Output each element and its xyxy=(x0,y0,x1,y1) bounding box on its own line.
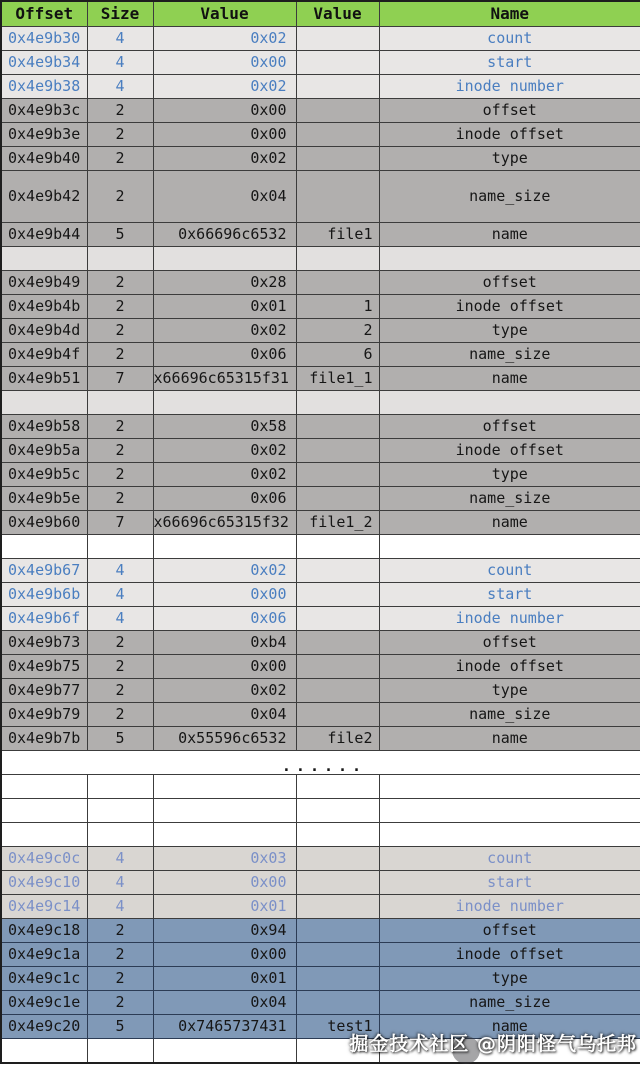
header-value: Value xyxy=(153,1,296,26)
cell-value: 0x28 xyxy=(153,270,296,294)
cell-size: 5 xyxy=(87,726,153,750)
cell-value2 xyxy=(296,98,379,122)
cell-value: 0x00 xyxy=(153,122,296,146)
cell-size: 5 xyxy=(87,222,153,246)
cell-value2 xyxy=(296,74,379,98)
cell-size: 4 xyxy=(87,894,153,918)
table-row xyxy=(1,654,640,678)
table-row xyxy=(1,222,640,246)
cell-offset: 0x4e9c20 xyxy=(1,1014,87,1038)
cell-value: 0x7465737431 xyxy=(153,1014,296,1038)
cell-offset: 0x4e9b73 xyxy=(1,630,87,654)
cell-name: inode offset xyxy=(379,294,640,318)
cell-value: 0x00 xyxy=(153,870,296,894)
table-row xyxy=(1,510,640,534)
cell-name: name_size xyxy=(379,342,640,366)
cell-name: start xyxy=(379,50,640,74)
table-row xyxy=(1,630,640,654)
header-row xyxy=(1,1,640,26)
cell-name: count xyxy=(379,26,640,50)
cell-value2 xyxy=(296,438,379,462)
cell-offset: 0x4e9b3e xyxy=(1,122,87,146)
cell-name: type xyxy=(379,146,640,170)
cell-value: 0x04 xyxy=(153,170,296,222)
table-row xyxy=(1,558,640,582)
cell-name: name xyxy=(379,726,640,750)
cell-name xyxy=(379,822,640,846)
table-row xyxy=(1,870,640,894)
cell-offset: 0x4e9b75 xyxy=(1,654,87,678)
cell-value2 xyxy=(296,678,379,702)
cell-name: offset xyxy=(379,918,640,942)
cell-value2 xyxy=(296,846,379,870)
header-size: Size xyxy=(87,1,153,26)
table-row xyxy=(1,702,640,726)
cell-name: name_size xyxy=(379,990,640,1014)
cell-size: 2 xyxy=(87,918,153,942)
cell-name: name_size xyxy=(379,486,640,510)
cell-name: name xyxy=(379,1014,640,1038)
cell-offset: 0x4e9c18 xyxy=(1,918,87,942)
cell-value: 0x02 xyxy=(153,318,296,342)
cell-offset: 0x4e9b7b xyxy=(1,726,87,750)
cell-value2 xyxy=(296,990,379,1014)
cell-name: name xyxy=(379,510,640,534)
cell-name: start xyxy=(379,582,640,606)
table-row xyxy=(1,98,640,122)
table-row xyxy=(1,918,640,942)
cell-value2 xyxy=(296,50,379,74)
header-offset: Offset xyxy=(1,1,87,26)
cell-value2 xyxy=(296,606,379,630)
cell-size: 2 xyxy=(87,342,153,366)
table-row xyxy=(1,990,640,1014)
cell-size xyxy=(87,822,153,846)
table-row xyxy=(1,822,640,846)
table-row xyxy=(1,846,640,870)
cell-offset: 0x4e9b4b xyxy=(1,294,87,318)
cell-size xyxy=(87,390,153,414)
cell-name: count xyxy=(379,558,640,582)
table-row xyxy=(1,270,640,294)
cell-offset: 0x4e9b51 xyxy=(1,366,87,390)
cell-name xyxy=(379,390,640,414)
table-row xyxy=(1,414,640,438)
table-row xyxy=(1,50,640,74)
cell-value: 0x02 xyxy=(153,74,296,98)
cell-value2 xyxy=(296,270,379,294)
cell-offset: 0x4e9c1a xyxy=(1,942,87,966)
cell-offset: 0x4e9b34 xyxy=(1,50,87,74)
cell-size: 2 xyxy=(87,654,153,678)
cell-offset: 0x4e9b40 xyxy=(1,146,87,170)
cell-size xyxy=(87,246,153,270)
table-row xyxy=(1,74,640,98)
cell-value xyxy=(153,774,296,798)
cell-offset xyxy=(1,822,87,846)
cell-offset: 0x4e9b49 xyxy=(1,270,87,294)
cell-name: offset xyxy=(379,98,640,122)
cell-offset: 0x4e9b44 xyxy=(1,222,87,246)
cell-value2: file1_2 xyxy=(296,510,379,534)
cell-offset: 0x4e9b6f xyxy=(1,606,87,630)
cell-value: 0x00 xyxy=(153,582,296,606)
cell-value2 xyxy=(296,462,379,486)
watermark-text: 掘金技术社区 @阴阳怪气乌托邦 xyxy=(349,1033,637,1055)
cell-value: 0x02 xyxy=(153,146,296,170)
table-row xyxy=(1,294,640,318)
cell-value2: 6 xyxy=(296,342,379,366)
cell-value: 0x02 xyxy=(153,558,296,582)
cell-size: 2 xyxy=(87,170,153,222)
table-row xyxy=(1,246,640,270)
cell-value2 xyxy=(296,534,379,558)
table-body xyxy=(1,26,640,1063)
cell-offset: 0x4e9c1e xyxy=(1,990,87,1014)
cell-size: 2 xyxy=(87,462,153,486)
table-row xyxy=(1,726,640,750)
cell-value: 0x03 xyxy=(153,846,296,870)
cell-offset: 0x4e9c0c xyxy=(1,846,87,870)
cell-offset: 0x4e9b77 xyxy=(1,678,87,702)
cell-size xyxy=(87,798,153,822)
cell-name: type xyxy=(379,462,640,486)
cell-value xyxy=(153,1038,296,1063)
cell-offset: 0x4e9b5a xyxy=(1,438,87,462)
cell-value: 0xb4 xyxy=(153,630,296,654)
cell-name: inode number xyxy=(379,894,640,918)
cell-size: 4 xyxy=(87,74,153,98)
cell-value: 0x01 xyxy=(153,294,296,318)
cell-size: 2 xyxy=(87,966,153,990)
cell-offset: 0x4e9b5e xyxy=(1,486,87,510)
cell-value: 0x06 xyxy=(153,606,296,630)
cell-value xyxy=(153,798,296,822)
cell-size: 4 xyxy=(87,582,153,606)
cell-name xyxy=(379,246,640,270)
cell-name: offset xyxy=(379,630,640,654)
cell-value2 xyxy=(296,26,379,50)
table-row xyxy=(1,366,640,390)
cell-size: 4 xyxy=(87,606,153,630)
table-row xyxy=(1,534,640,558)
cell-value xyxy=(153,390,296,414)
header-value2: Value xyxy=(296,1,379,26)
cell-size: 4 xyxy=(87,870,153,894)
cell-name: inode offset xyxy=(379,942,640,966)
cell-value2 xyxy=(296,122,379,146)
table-row xyxy=(1,966,640,990)
cell-size: 4 xyxy=(87,558,153,582)
cell-offset: 0x4e9b4d xyxy=(1,318,87,342)
cell-offset xyxy=(1,534,87,558)
cell-offset xyxy=(1,1038,87,1063)
cell-name: inode offset xyxy=(379,438,640,462)
cell-offset xyxy=(1,798,87,822)
cell-value: 0x00 xyxy=(153,654,296,678)
cell-value2 xyxy=(296,630,379,654)
cell-offset: 0x4e9b30 xyxy=(1,26,87,50)
cell-size: 2 xyxy=(87,438,153,462)
cell-value2 xyxy=(296,390,379,414)
cell-value2 xyxy=(296,966,379,990)
ellipsis-cell: ...... xyxy=(1,750,640,774)
cell-name: name xyxy=(379,366,640,390)
cell-value2: 1 xyxy=(296,294,379,318)
cell-name: type xyxy=(379,678,640,702)
cell-offset xyxy=(1,246,87,270)
cell-name: name_size xyxy=(379,170,640,222)
table-row xyxy=(1,390,640,414)
cell-value2: file1 xyxy=(296,222,379,246)
cell-value: 0x01 xyxy=(153,966,296,990)
cell-offset: 0x4e9c10 xyxy=(1,870,87,894)
cell-size: 2 xyxy=(87,702,153,726)
cell-name: start xyxy=(379,870,640,894)
cell-name: inode number xyxy=(379,606,640,630)
cell-offset: 0x4e9c14 xyxy=(1,894,87,918)
table-row xyxy=(1,750,640,774)
cell-value2 xyxy=(296,582,379,606)
cell-offset: 0x4e9b6b xyxy=(1,582,87,606)
cell-size: 4 xyxy=(87,846,153,870)
cell-value: 0x04 xyxy=(153,990,296,1014)
cell-value: 0x02 xyxy=(153,438,296,462)
cell-name: name_size xyxy=(379,702,640,726)
cell-value xyxy=(153,534,296,558)
cell-name: name xyxy=(379,222,640,246)
cell-value: 0x00 xyxy=(153,942,296,966)
cell-value: 0x94 xyxy=(153,918,296,942)
cell-size xyxy=(87,1038,153,1063)
cell-name: count xyxy=(379,846,640,870)
cell-size: 2 xyxy=(87,630,153,654)
cell-offset: 0x4e9b5c xyxy=(1,462,87,486)
table-row xyxy=(1,318,640,342)
cell-value: 0x00 xyxy=(153,98,296,122)
cell-offset: 0x4e9b67 xyxy=(1,558,87,582)
cell-value2 xyxy=(296,894,379,918)
cell-offset: 0x4e9b58 xyxy=(1,414,87,438)
cell-value2: file2 xyxy=(296,726,379,750)
cell-value2 xyxy=(296,146,379,170)
cell-value2 xyxy=(296,798,379,822)
cell-size: 2 xyxy=(87,678,153,702)
cell-value2 xyxy=(296,822,379,846)
cell-name xyxy=(379,534,640,558)
cell-size: 2 xyxy=(87,294,153,318)
table-row xyxy=(1,342,640,366)
cell-value: x66696c65315f32 xyxy=(153,510,296,534)
cell-value xyxy=(153,246,296,270)
cell-value2 xyxy=(296,414,379,438)
table-row xyxy=(1,894,640,918)
table-row xyxy=(1,438,640,462)
cell-size: 5 xyxy=(87,1014,153,1038)
cell-offset: 0x4e9b4f xyxy=(1,342,87,366)
table-row xyxy=(1,122,640,146)
cell-offset: 0x4e9b42 xyxy=(1,170,87,222)
cell-value: 0x02 xyxy=(153,462,296,486)
cell-value xyxy=(153,822,296,846)
cell-value: 0x58 xyxy=(153,414,296,438)
cell-size: 2 xyxy=(87,270,153,294)
table-row xyxy=(1,942,640,966)
table-row xyxy=(1,606,640,630)
cell-value2 xyxy=(296,654,379,678)
cell-offset: 0x4e9b38 xyxy=(1,74,87,98)
cell-name xyxy=(379,774,640,798)
cell-value2 xyxy=(296,246,379,270)
cell-value2: test1 xyxy=(296,1014,379,1038)
table-row xyxy=(1,146,640,170)
cell-size xyxy=(87,534,153,558)
cell-offset: 0x4e9b79 xyxy=(1,702,87,726)
cell-value2 xyxy=(296,918,379,942)
cell-name: inode offset xyxy=(379,654,640,678)
cell-size: 7 xyxy=(87,366,153,390)
cell-value2 xyxy=(296,170,379,222)
cell-value: 0x06 xyxy=(153,486,296,510)
table-row xyxy=(1,170,640,222)
cell-value2 xyxy=(296,486,379,510)
cell-name: offset xyxy=(379,270,640,294)
cell-size: 2 xyxy=(87,146,153,170)
header-name: Name xyxy=(379,1,640,26)
cell-name: inode offset xyxy=(379,122,640,146)
cell-offset: 0x4e9c1c xyxy=(1,966,87,990)
cell-value2 xyxy=(296,870,379,894)
cell-size: 2 xyxy=(87,318,153,342)
cell-value2 xyxy=(296,702,379,726)
cell-value: 0x01 xyxy=(153,894,296,918)
cell-value: 0x02 xyxy=(153,678,296,702)
cell-value2: file1_1 xyxy=(296,366,379,390)
cell-size: 2 xyxy=(87,942,153,966)
cell-name xyxy=(379,798,640,822)
cell-name: type xyxy=(379,318,640,342)
cell-size: 4 xyxy=(87,50,153,74)
cell-value: 0x02 xyxy=(153,26,296,50)
cell-offset xyxy=(1,390,87,414)
table-row xyxy=(1,582,640,606)
cell-value: x66696c65315f31 xyxy=(153,366,296,390)
table-row xyxy=(1,678,640,702)
cell-name: inode number xyxy=(379,74,640,98)
cell-offset: 0x4e9b60 xyxy=(1,510,87,534)
cell-size: 2 xyxy=(87,414,153,438)
cell-value: 0x00 xyxy=(153,50,296,74)
cell-name: type xyxy=(379,966,640,990)
cell-value2: 2 xyxy=(296,318,379,342)
cell-size: 2 xyxy=(87,98,153,122)
cell-value: 0x06 xyxy=(153,342,296,366)
cell-offset: 0x4e9b3c xyxy=(1,98,87,122)
cell-size: 2 xyxy=(87,990,153,1014)
cell-value2 xyxy=(296,774,379,798)
cell-offset xyxy=(1,774,87,798)
table-row xyxy=(1,462,640,486)
cell-value2 xyxy=(296,558,379,582)
table-row xyxy=(1,774,640,798)
cell-value: 0x66696c6532 xyxy=(153,222,296,246)
cell-size xyxy=(87,774,153,798)
cell-value: 0x55596c6532 xyxy=(153,726,296,750)
cell-size: 2 xyxy=(87,486,153,510)
table-row xyxy=(1,26,640,50)
cell-name: offset xyxy=(379,414,640,438)
cell-value2 xyxy=(296,942,379,966)
table-row xyxy=(1,486,640,510)
cell-size: 7 xyxy=(87,510,153,534)
cell-value: 0x04 xyxy=(153,702,296,726)
cell-size: 4 xyxy=(87,26,153,50)
cell-size: 2 xyxy=(87,122,153,146)
table-row xyxy=(1,798,640,822)
